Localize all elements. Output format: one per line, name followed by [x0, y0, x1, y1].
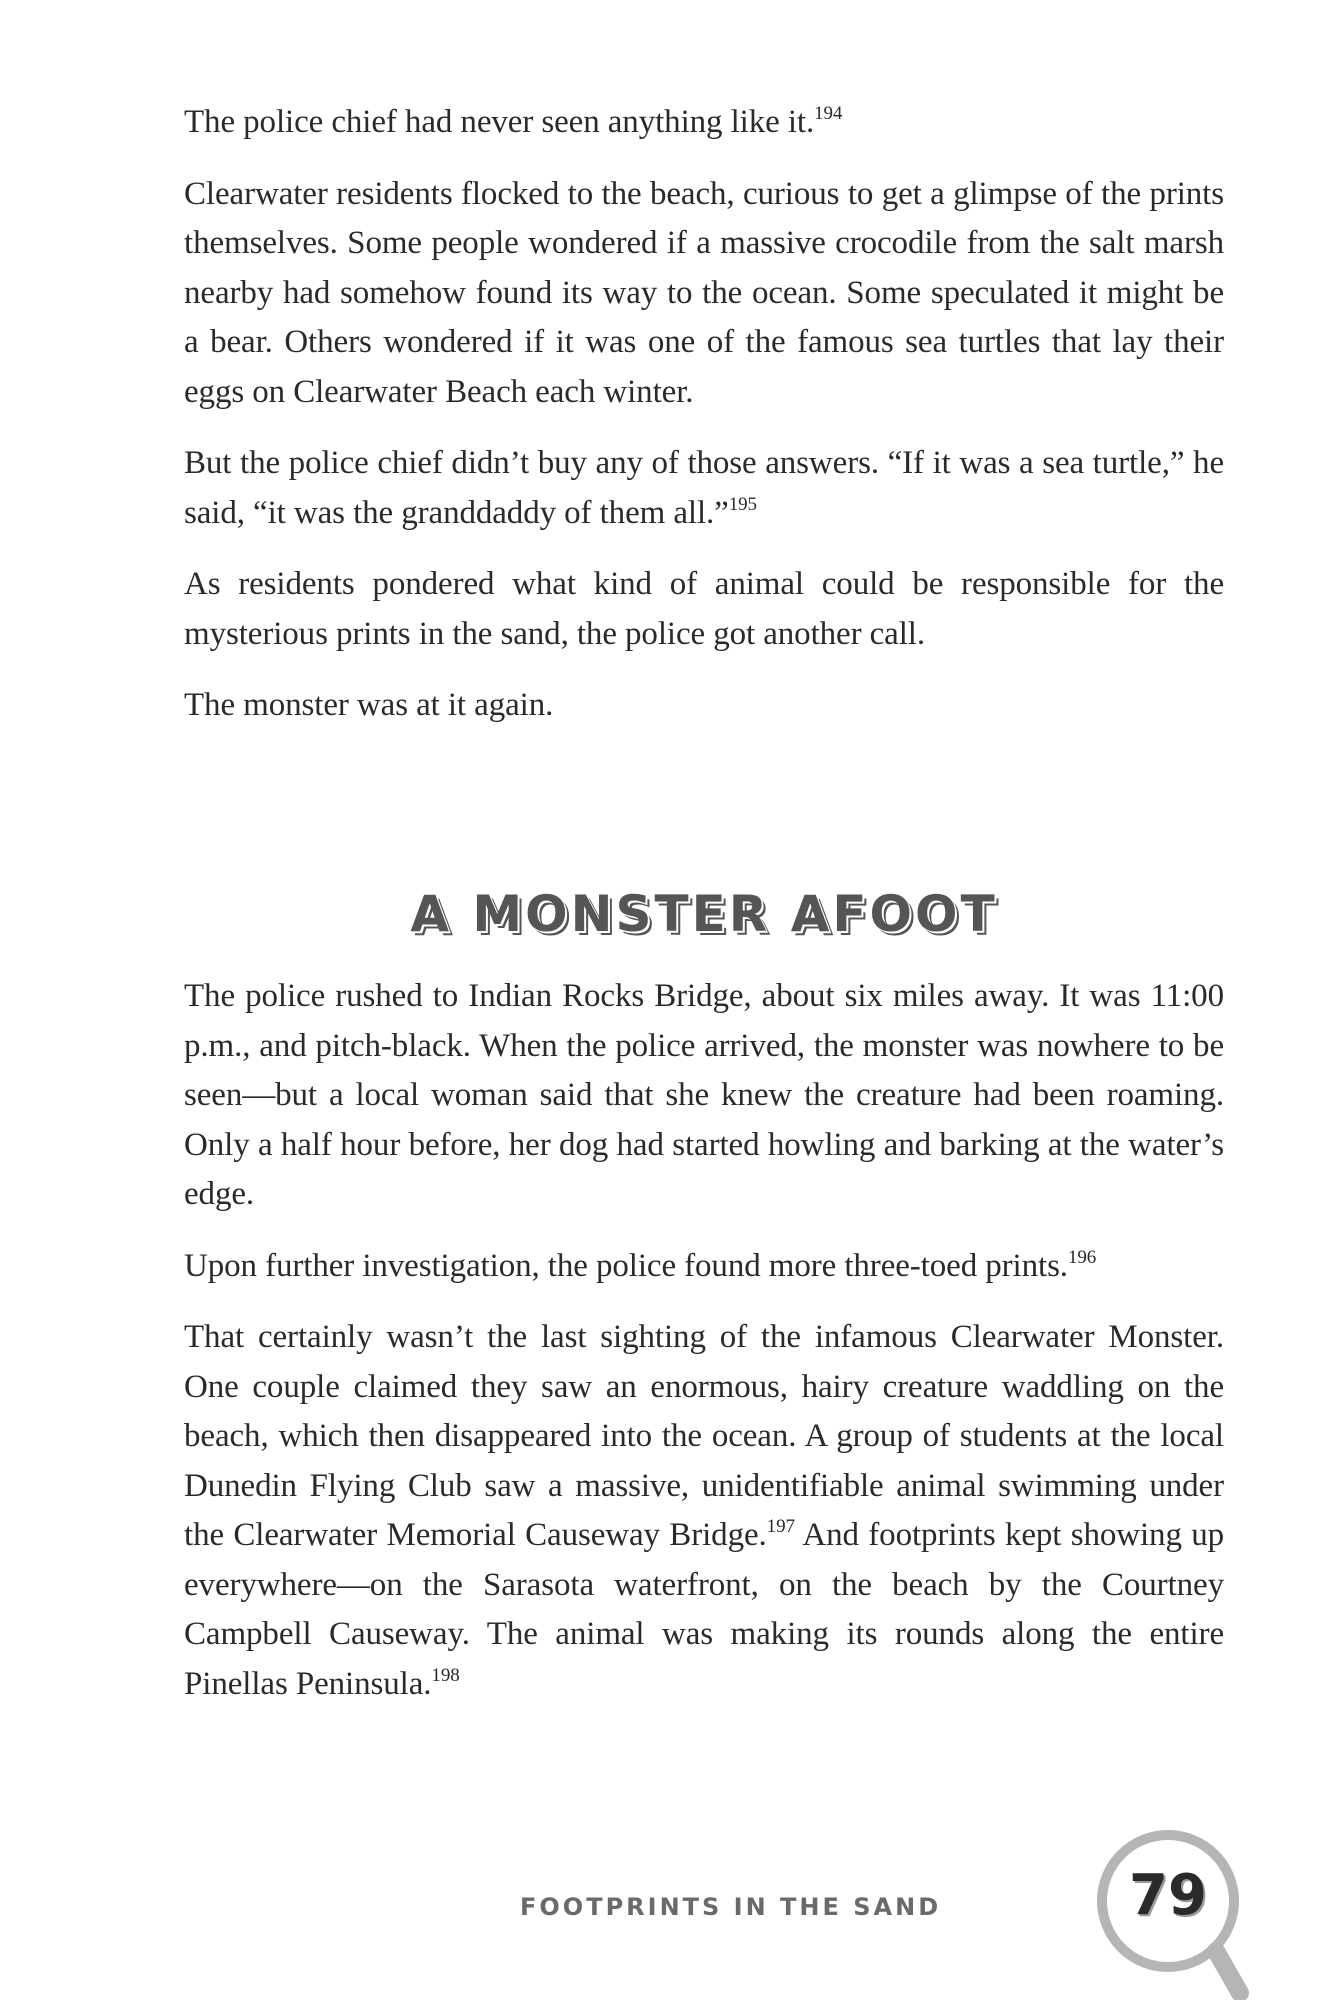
- footnote-marker: 198: [431, 1664, 460, 1686]
- paragraph-text: And footprints kept showing up everywhere—on the Sarasota waterfront, on the beach by the Courtney Campbell Causeway. The animal was making its rounds along the entire Pinellas Peninsula.: [184, 1517, 1224, 1702]
- top-text-section: [184, 98, 1224, 731]
- paragraph: [184, 972, 1224, 1220]
- paragraph-text: The monster was at it again.: [184, 687, 554, 723]
- section-heading: A MONSTER AFOOT: [410, 885, 998, 943]
- paragraph-text: As residents pondered what kind of animal could be responsible for the mysterious prints in the sand, the police got another call.: [184, 566, 1224, 652]
- paragraph: [184, 98, 1224, 148]
- paragraph-text: That certainly wasn’t the last sighting of the infamous Clearwater Monster. One couple claimed they saw an enormous, hairy creature waddling on the beach, which then disappeared into the ocean. A group of students at the local Dunedin Flying Club saw a massive, unidentifiable animal swimming under the Clearwater Memorial Causeway Bridge.: [184, 1319, 1224, 1553]
- paragraph-text: The police chief had never seen anything like it.: [184, 104, 815, 140]
- paragraph-text: Upon further investigation, the police found more three-toed prints.: [184, 1247, 1068, 1284]
- footnote-marker: 196: [1067, 1246, 1097, 1268]
- running-footer-title: FOOTPRINTS IN THE SAND: [520, 1893, 942, 1921]
- bottom-text-section: [184, 972, 1224, 1709]
- footnote-marker: 195: [728, 493, 757, 515]
- paragraph: [184, 681, 1224, 731]
- paragraph: [184, 1313, 1224, 1709]
- paragraph-text: Clearwater residents flocked to the beach, curious to get a glimpse of the prints themselves. Some people wondered if a massive crocodile from the salt marsh nearby had somehow found its way to the ocean. Some speculated it might be a bear. Others wondered if it was one of the famous sea turtles that lay their eggs on Clearwater Beach each winter.: [184, 175, 1224, 410]
- page-number-badge: [1094, 1825, 1254, 2000]
- page-number: 79: [1129, 1863, 1207, 1928]
- paragraph-text: But the police chief didn’t buy any of those answers. “If it was a sea turtle,” he said, “it was the granddaddy of them all.”: [184, 445, 1224, 531]
- paragraph-text: The police rushed to Indian Rocks Bridge, about six miles away. It was 11:00 p.m., and pitch-black. When the police arrived, the monster was nowhere to be seen—but a local woman said that she knew the creature had been roaming. Only a half hour before, her dog had started howling and barking at the water’s edge.: [184, 978, 1224, 1212]
- paragraph: [184, 170, 1224, 418]
- footnote-marker: 194: [814, 103, 843, 124]
- paragraph: [184, 560, 1224, 659]
- footnote-marker: 197: [766, 1516, 795, 1537]
- paragraph: [184, 1242, 1224, 1292]
- paragraph: [184, 439, 1224, 538]
